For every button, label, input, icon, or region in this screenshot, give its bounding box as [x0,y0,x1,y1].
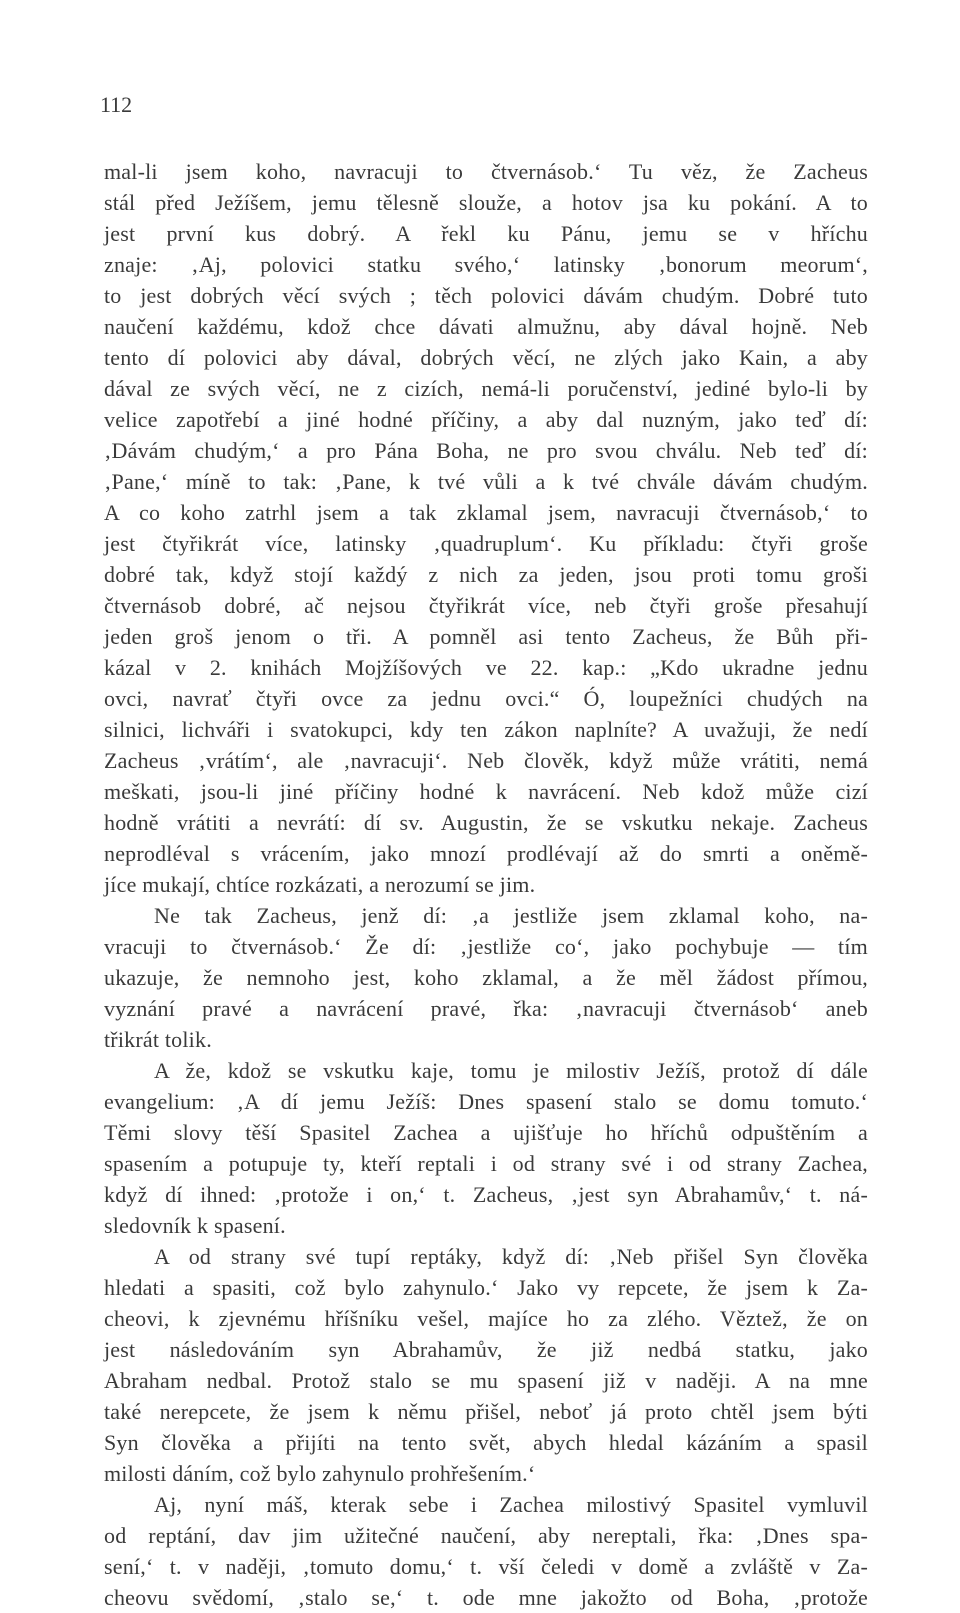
text-line: Aj, nyní máš, kterak sebe i Zachea milostivý Spasitel vymluvil [154,1492,868,1517]
text-line: znaje: ‚Aj, polovici statku svého,‘ latinsky ‚bonorum meorum‘, [104,252,868,277]
text-line: to jest dobrých věcí svých ; těch polovici dávám chudým. Dobré tuto [104,283,868,308]
text-line: jest následováním syn Abrahamův, že již nedbá statku, jako [104,1337,868,1362]
text-line: když dí ihned: ‚protože i on,‘ t. Zacheus, ‚jest syn Abrahamův,‘ t. ná- [104,1182,868,1207]
body-text [104,156,868,1613]
text-line: Syn člověka a přijíti na tento svět, abych hledal kázáním a spasil [104,1430,868,1455]
text-line: sení,‘ t. v naději, ‚tomuto domu,‘ t. vší čeledi v domě a zvláště v Za- [104,1554,868,1579]
text-line: A co koho zatrhl jsem a tak zklamal jsem, navracuji čtvernásob,‘ to [104,500,868,525]
text-line: evangelium: ‚A dí jemu Ježíš: Dnes spasení stalo se domu tomuto.‘ [104,1089,868,1114]
text-line: také nerepcete, že jsem k němu přišel, neboť já proto chtěl jsem býti [104,1399,868,1424]
text-line: Zacheus ‚vrátím‘, ale ‚navracuji‘. Neb člověk, když může vrátiti, nemá [104,748,868,773]
text-line: silnici, lichváři i svatokupci, kdy ten zákon naplníte? A uvažuji, že nedí [104,717,868,742]
text-line: Těmi slovy těší Spasitel Zachea a ujišťuje ho hříchů odpuštěním a [104,1120,868,1145]
text-line: A že, kdož se vskutku kaje, tomu je milostiv Ježíš, protož dí dále [154,1058,868,1083]
text-line: třikrát tolik. [104,1027,212,1052]
text-line: jeden groš jenom o tři. A pomněl asi tento Zacheus, že Bůh při- [104,624,868,649]
text-line: jest čtyřikrát více, latinsky ‚quadruplum‘. Ku příkladu: čtyři groše [104,531,868,556]
text-line: od reptání, dav jim užitečné naučení, aby nereptali, řka: ‚Dnes spa- [104,1523,868,1548]
text-line: vracuji to čtvernásob.‘ Že dí: ‚jestliže co‘, jako pochybuje — tím [104,934,868,959]
text-line: ukazuje, že nemnoho jest, koho zklamal, a že měl žádost přímou, [104,965,868,990]
text-line: ovci, navrať čtyři ovce za jednu ovci.“ Ó, loupežníci chudých na [104,686,868,711]
text-line: jest první kus dobrý. A řekl ku Pánu, jemu se v hříchu [104,221,868,246]
text-line: A od strany své tupí reptáky, když dí: ‚Neb přišel Syn člověka [154,1244,868,1269]
text-line: Abraham nedbal. Protož stalo se mu spasení již v naději. A na mne [104,1368,868,1393]
text-line: dával ze svých věcí, ne z cizích, nemá-li poručenství, jediné bylo-li by [104,376,868,401]
text-line: mal-li jsem koho, navracuji to čtvernásob.‘ Tu věz, že Zacheus [104,159,868,184]
text-line: ‚Pane,‘ míně to tak: ‚Pane, k tvé vůli a k tvé chvále dávám chudým. [104,469,868,494]
text-line: cheovi, k zjevnému hříšníku vešel, majíce ho za zlého. Věztež, že on [104,1306,868,1331]
text-line: sledovník k spasení. [104,1213,286,1238]
text-line: meškati, jsou-li jiné příčiny hodné k navrácení. Neb kdož může cizí [104,779,868,804]
text-line: velice zapotřebí a jiné hodné příčiny, a aby dal nuzným, jako teď dí: [104,407,868,432]
text-line: stál před Ježíšem, jemu tělesně slouže, a hotov jsa ku pokání. A to [104,190,868,215]
text-line: Ne tak Zacheus, jenž dí: ‚a jestliže jsem zklamal koho, na- [154,903,868,928]
text-line: milosti dáním, což bylo zahynulo prohřešením.‘ [104,1461,536,1486]
text-line: hodně vrátiti a nevrátí: dí sv. Augustin, že se vskutku nekaje. Zacheus [104,810,868,835]
text-line: jíce mukají, chtíce rozkázati, a nerozumí se jim. [104,872,536,897]
text-line: vyznání pravé a navrácení pravé, řka: ‚navracuji čtvernásob‘ aneb [104,996,868,1021]
text-line: naučení každému, kdož chce dávati almužnu, aby dával hojně. Neb [104,314,868,339]
page-number: 112 [100,92,133,117]
text-line: dobré tak, když stojí každý z nich za jeden, jsou proti tomu groši [104,562,868,587]
text-line: hledati a spasiti, což bylo zahynulo.‘ Jako vy repcete, že jsem k Za- [104,1275,868,1300]
text-line: neprodléval s vrácením, jako mnozí prodlévají až do smrti a oněmě- [104,841,868,866]
text-line: spasením a potupuje ty, kteří reptali i od strany své i od strany Zachea, [104,1151,868,1176]
text-line: ‚Dávám chudým,‘ a pro Pána Boha, ne pro svou chválu. Neb teď dí: [104,438,868,463]
text-line: kázal v 2. knihách Mojžíšových ve 22. kap.: „Kdo ukradne jednu [104,655,868,680]
text-line: cheovu svědomí, ‚stalo se,‘ t. ode mne jakožto od Boha, ‚protože [104,1585,868,1610]
text-line: čtvernásob dobré, ač nejsou čtyřikrát více, neb čtyři groše přesahují [104,593,868,618]
text-line: tento dí polovici aby dával, dobrých věcí, ne zlých jako Kain, a aby [104,345,868,370]
